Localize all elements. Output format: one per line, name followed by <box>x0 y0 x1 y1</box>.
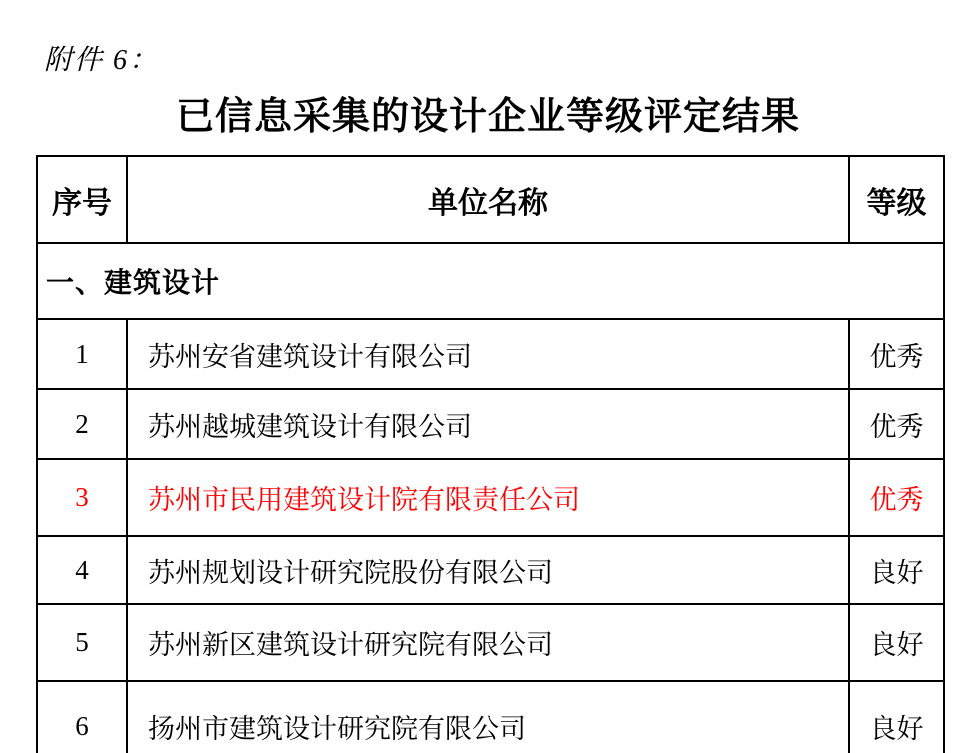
table-row <box>37 604 944 681</box>
column-header-grade: 等级 <box>849 156 944 243</box>
company-name: 苏州市民用建筑设计院有限责任公司 <box>127 459 849 536</box>
grade-value: 优秀 <box>849 459 944 536</box>
row-index: 5 <box>37 604 127 681</box>
grade-value: 良好 <box>849 604 944 681</box>
grade-value: 优秀 <box>849 389 944 459</box>
company-name: 苏州新区建筑设计研究院有限公司 <box>127 604 849 681</box>
row-index: 6 <box>37 681 127 753</box>
company-name: 苏州安省建筑设计有限公司 <box>127 319 849 389</box>
grade-value: 良好 <box>849 536 944 604</box>
table-row <box>37 319 944 389</box>
table-row <box>37 681 944 753</box>
table-header-row <box>37 156 944 243</box>
company-name: 扬州市建筑设计研究院有限公司 <box>127 681 849 753</box>
grade-table <box>36 155 945 753</box>
section-row <box>37 243 944 319</box>
table-row <box>37 389 944 459</box>
attachment-label: 附件 6： <box>44 45 160 76</box>
table-row <box>37 536 944 604</box>
section-title: 一、建筑设计 <box>37 243 944 319</box>
column-header-index: 序号 <box>37 156 127 243</box>
page-title: 已信息采集的设计企业等级评定结果 <box>175 96 800 138</box>
grade-value: 良好 <box>849 681 944 753</box>
row-index: 1 <box>37 319 127 389</box>
row-index: 3 <box>37 459 127 536</box>
row-index: 4 <box>37 536 127 604</box>
grade-value: 优秀 <box>849 319 944 389</box>
table-row <box>37 459 944 536</box>
column-header-name: 单位名称 <box>127 156 849 243</box>
row-index: 2 <box>37 389 127 459</box>
company-name: 苏州越城建筑设计有限公司 <box>127 389 849 459</box>
company-name: 苏州规划设计研究院股份有限公司 <box>127 536 849 604</box>
